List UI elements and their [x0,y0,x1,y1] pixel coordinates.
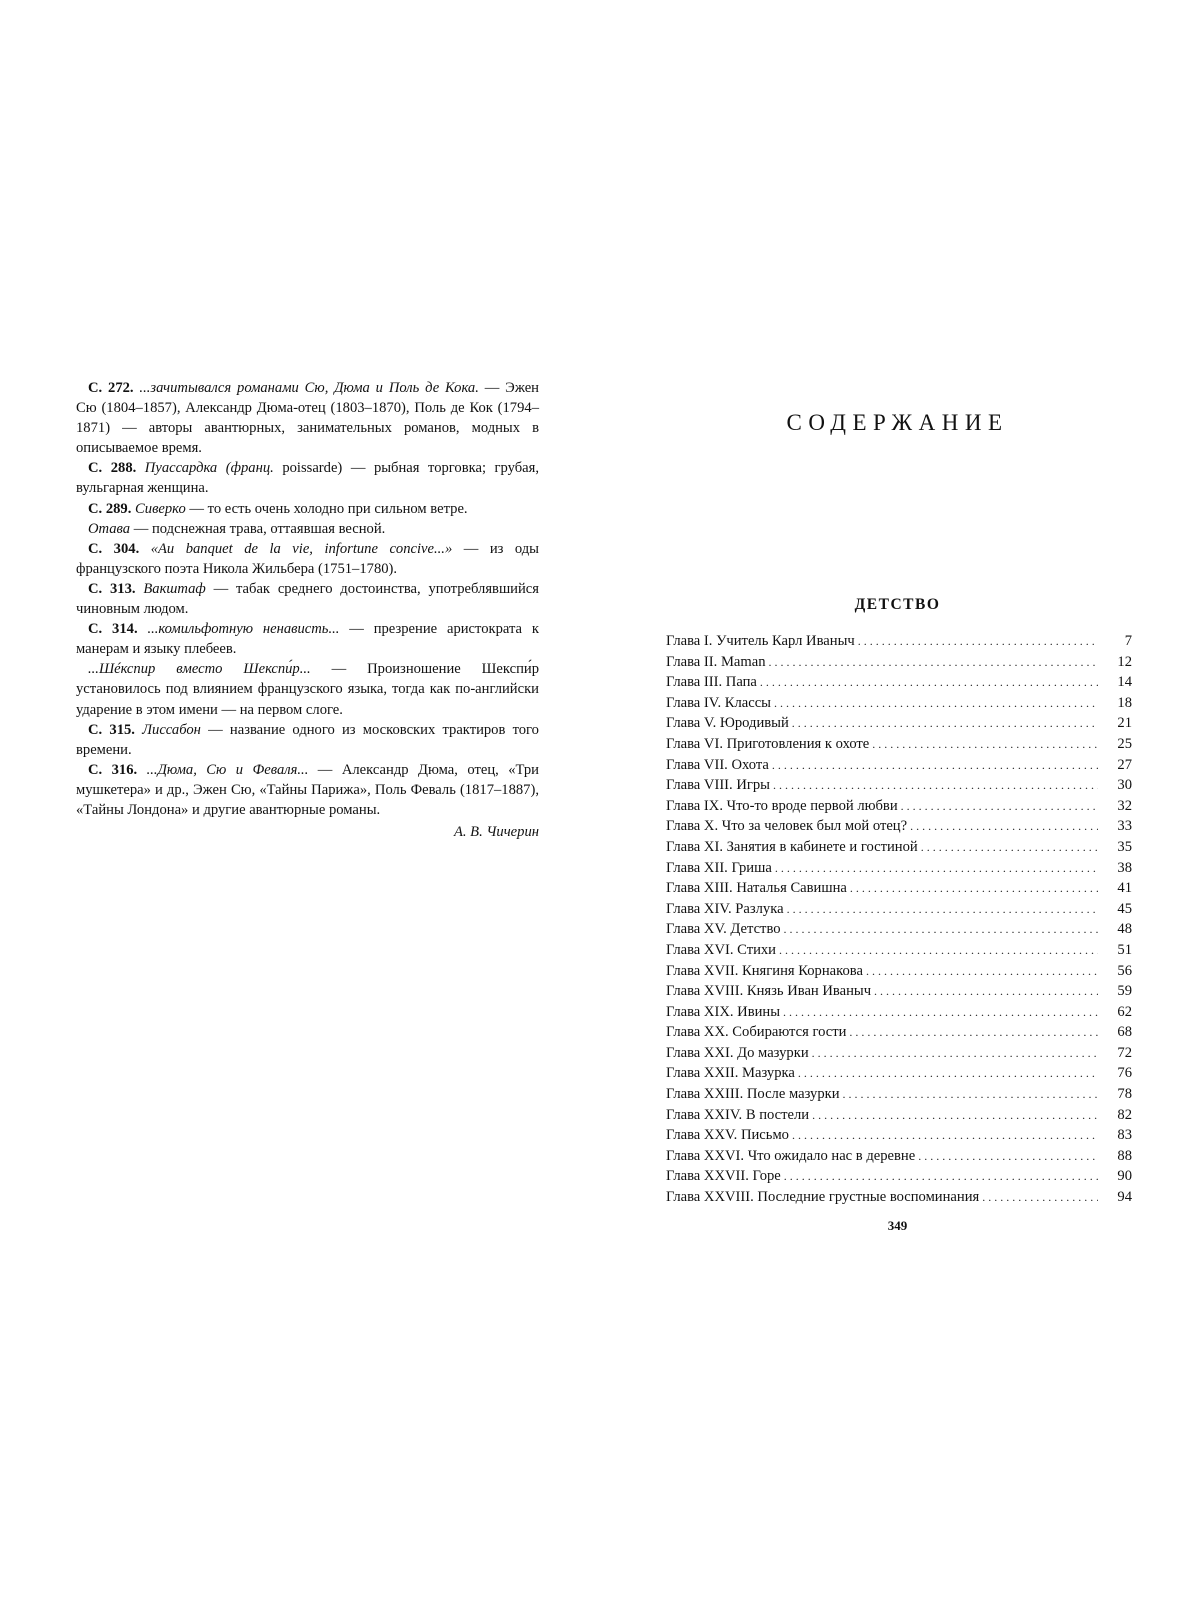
chapter-page: 32 [1117,797,1132,814]
contents-item [666,755,1132,776]
chapter-title: Глава VIII. Игры [666,777,770,794]
chapter-title: Глава VII. Охота [666,756,769,773]
chapter-page: 41 [1117,880,1132,897]
dot-leader [812,1043,1098,1064]
chapter-page: 90 [1117,1168,1132,1185]
note-text: — Эжен Сю (1804–1857), Александр Дюма-отец (1803–1870), Поль де Кок (1794–1871) — авторы авантюрных, занимательных романов, модных в описываемое время. [76,380,539,457]
chapter-title: Глава III. Папа [666,674,757,691]
note-ref: С. 289. [88,500,132,517]
dot-leader [792,1125,1098,1146]
chapter-page: 25 [1117,735,1132,752]
chapter-page: 62 [1117,1003,1132,1020]
dot-leader [901,796,1098,817]
contents-item [666,796,1132,817]
chapter-title: Глава XXV. Письмо [666,1127,789,1144]
chapter-title: Глава XI. Занятия в кабинете и гостиной [666,838,918,855]
note-quote: Вакштаф [135,580,206,597]
note-272 [76,378,539,458]
chapter-title: Глава XXIII. После мазурки [666,1086,840,1103]
note-text: poissarde) — рыбная торговка; грубая, вульгарная женщина. [76,460,539,497]
contents-item [666,1002,1132,1023]
note-quote: Лиссабон [134,721,201,738]
dot-leader [792,713,1098,734]
contents-item [666,940,1132,961]
note-text: — из оды французского поэта Никола Жильбера (1751–1780). [76,540,539,577]
contents-item [666,693,1132,714]
chapter-page: 76 [1117,1065,1132,1082]
chapter-page: 88 [1117,1147,1132,1164]
chapter-page: 45 [1117,900,1132,917]
dot-leader [769,652,1098,673]
dot-leader [774,693,1098,714]
dot-leader [775,858,1098,879]
note-ref: С. 314. [88,621,138,638]
contents-item [666,652,1132,673]
chapter-title: Глава IV. Классы [666,694,771,711]
chapter-title: Глава XXIV. В постели [666,1106,810,1123]
note-ref: С. 316. [88,761,138,778]
part-title: ДЕТСТВО [854,596,941,613]
chapter-title: Глава II. Maman [666,653,766,670]
note-289 [76,499,539,519]
note-quote: Сиверко [131,500,186,517]
contents-item [666,1084,1132,1105]
note-288 [76,458,539,498]
contents-item [666,981,1132,1002]
dot-leader [843,1084,1098,1105]
chapter-page: 56 [1117,962,1132,979]
dot-leader [784,919,1098,940]
contents-item [666,1187,1132,1208]
chapter-page: 48 [1117,921,1132,938]
contents-item [666,1043,1132,1064]
contents-item [666,1063,1132,1084]
contents-item [666,878,1132,899]
chapter-title: Глава V. Юродивый [666,715,789,732]
dot-leader [910,816,1098,837]
dot-leader [849,1022,1098,1043]
chapter-page: 68 [1117,1024,1132,1041]
note-quote: ...комильфотную ненависть... [137,621,340,638]
note-316 [76,760,539,820]
dot-leader [858,631,1098,652]
chapter-page: 82 [1117,1106,1132,1123]
note-quote: ...Дюма, Сю и Феваля... [137,761,309,778]
note-text: — название одного из московских трактиров того времени. [76,721,539,758]
chapter-title: Глава VI. Приготовления к охоте [666,735,870,752]
note-ref: С. 304. [88,540,140,557]
dot-leader [872,734,1098,755]
chapter-title: Глава I. Учитель Карл Иваныч [666,633,855,649]
note-289-otava [76,519,539,539]
chapter-page: 38 [1117,859,1132,876]
chapter-page: 78 [1117,1086,1132,1103]
note-text: — Произношение Шекспи́р установилось под влиянием французского языка, тогда как по-английски ударение в этом имени — на первом слоге. [76,661,539,718]
dot-leader [779,940,1098,961]
note-quote: «Au banquet de la vie, infortune concive...» [139,540,453,557]
chapter-title: Глава XIII. Наталья Савишна [666,880,847,897]
dot-leader [812,1105,1098,1126]
note-quote: ...Шéкспир вместо Шекспи́р... [88,661,311,678]
note-ref: С. 288. [88,460,137,477]
chapter-page: 12 [1117,653,1132,670]
chapter-title: Глава XXVI. Что ожидало нас в деревне [666,1147,916,1164]
dot-leader [773,775,1098,796]
chapter-title: Глава XII. Гриша [666,859,772,876]
chapter-title: Глава XXVII. Горе [666,1168,781,1185]
chapter-title: Глава XIV. Разлука [666,900,784,917]
dot-leader [874,981,1098,1002]
note-313 [76,579,539,619]
note-text: — табак среднего достоинства, употреблявшийся чиновным людом. [76,580,539,618]
chapter-page: 14 [1117,674,1132,691]
chapter-title: Глава XXI. До мазурки [666,1044,809,1061]
chapter-page: 35 [1117,838,1132,855]
chapter-page: 33 [1117,818,1132,835]
page-number: 349 [887,1218,908,1233]
dot-leader [760,672,1098,693]
note-314-shakespeare [76,659,539,719]
chapter-title: Глава XIX. Ивины [666,1003,781,1020]
notes-section [76,378,539,842]
notes-signature: А. В. Чичерин [453,824,539,841]
contents-item [666,837,1132,858]
dot-leader [982,1187,1098,1208]
contents-item [666,631,1132,652]
contents-item [666,713,1132,734]
contents-item [666,1125,1132,1146]
dot-leader [787,899,1098,920]
chapter-title: Глава XVIII. Князь Иван Иваныч [666,983,872,1000]
contents-item [666,1022,1132,1043]
chapter-page: 18 [1117,694,1132,711]
note-ref: С. 315. [88,721,135,738]
chapter-page: 94 [1117,1189,1132,1206]
chapter-page: 59 [1117,983,1132,1000]
contents-item [666,858,1132,879]
contents-item [666,734,1132,755]
dot-leader [866,961,1098,982]
contents-item [666,899,1132,920]
note-quote: Пуассардка (франц. [136,460,274,477]
dot-leader [784,1166,1098,1187]
chapter-page: 27 [1117,756,1132,773]
chapter-page: 83 [1117,1127,1132,1144]
note-304 [76,539,539,579]
note-quote: ...зачитывался романами Сю, Дюма и Поль де Кока. [133,380,479,396]
chapter-title: Глава X. Что за человек был мой отец? [666,818,908,835]
note-quote: Отава [88,520,131,537]
note-315 [76,720,539,760]
dot-leader [798,1063,1098,1084]
chapter-page: 7 [1124,633,1132,649]
chapter-title: Глава XV. Детство [666,921,781,938]
contents-item [666,1146,1132,1167]
dot-leader [772,755,1098,776]
chapter-title: Глава XX. Собираются гости [666,1024,847,1041]
note-ref: С. 313. [88,580,136,597]
chapter-page: 72 [1117,1044,1132,1061]
dot-leader [918,1146,1098,1167]
contents-item [666,816,1132,837]
chapter-page: 30 [1117,777,1132,794]
note-text: — презрение аристократа к манерам и языку плебеев. [76,621,539,658]
contents-item [666,961,1132,982]
chapter-page: 51 [1117,941,1132,958]
chapter-title: Глава XVI. Стихи [666,941,776,958]
dot-leader [850,878,1098,899]
note-ref: С. 272. [88,380,134,396]
contents-list [666,631,1132,1208]
chapter-page: 21 [1117,715,1132,732]
chapter-title: Глава XVII. Княгиня Корнакова [666,962,863,979]
chapter-title: Глава IX. Что-то вроде первой любви [666,797,898,814]
dot-leader [783,1002,1098,1023]
contents-title: СОДЕРЖАНИЕ [786,410,1009,435]
note-text: — подснежная трава, оттаявшая весной. [130,520,386,537]
note-314 [76,619,539,659]
chapter-title: Глава XXVIII. Последние грустные воспоминания [666,1189,980,1206]
contents-item [666,1105,1132,1126]
contents-item [666,919,1132,940]
dot-leader [921,837,1098,858]
contents-item [666,1166,1132,1187]
note-text: — то есть очень холодно при сильном ветре. [185,500,468,517]
note-text: — Александр Дюма, отец, «Три мушкетера» и др., Эжен Сю, «Тайны Парижа», Поль Феваль (1817–1887), «Тайны Лондона» и другие авантюрные романы. [76,761,539,818]
contents-item [666,775,1132,796]
contents-item [666,672,1132,693]
chapter-title: Глава XXII. Мазурка [666,1065,795,1082]
